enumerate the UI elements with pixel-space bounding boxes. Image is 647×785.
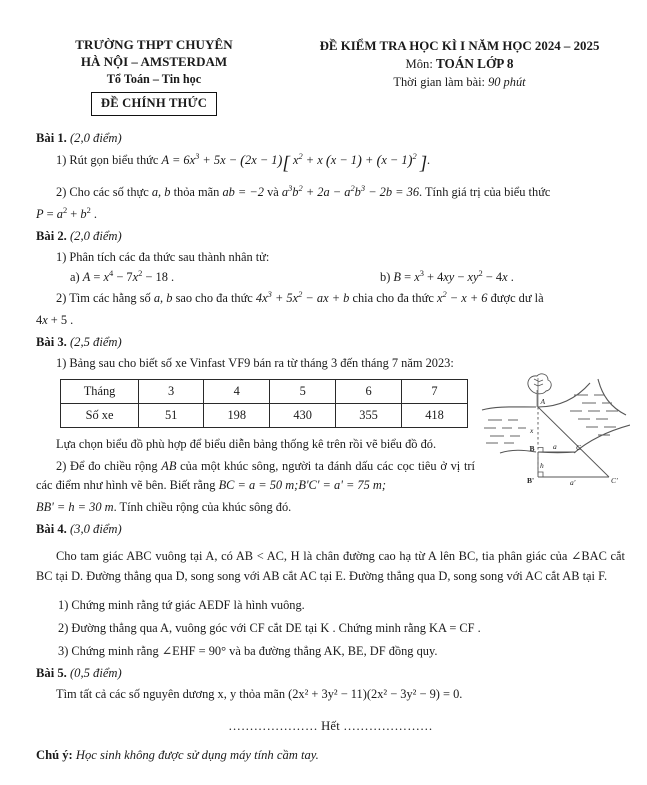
- department-name: Tổ Toán – Tin học: [106, 71, 202, 86]
- problem-1-item-1: [36, 150, 625, 179]
- subject-label: Môn:: [405, 57, 433, 72]
- duration-value: 90 phút: [488, 74, 526, 89]
- problem-3-item-2-segment: AB: [161, 459, 177, 474]
- problem-1-item-1-expression: $A = 6x^3 + 5x - (2x - 1)$[ $x^2 + x$ $(x - 1) + (x - 1)^2$ ].: [161, 150, 431, 175]
- problem-5-heading: [36, 666, 625, 681]
- table-header-count: Số xe: [61, 403, 139, 427]
- exam-note: [36, 748, 625, 763]
- table-header-month: Tháng: [61, 379, 139, 403]
- water-ripples-right: [570, 395, 618, 435]
- label-a: a: [553, 442, 557, 451]
- problem-4-item-1: 1) Chứng minh rằng tứ giác AEDF là hình vuông.: [58, 597, 305, 612]
- label-a-prime: a': [570, 478, 576, 487]
- problem-1-points: (2,0 điểm): [69, 131, 122, 146]
- exam-title: ĐỀ KIỂM TRA HỌC KÌ I NĂM HỌC 2024 – 2025: [319, 39, 600, 53]
- problem-3-item-2-tail: [36, 498, 625, 517]
- problem-1-item-2-and: và: [267, 184, 279, 199]
- table-cell-count-2: 430: [270, 403, 336, 427]
- problem-1-item-2-vars: a, b: [151, 184, 171, 199]
- label-B: B: [529, 444, 535, 453]
- problem-3-item-2-given-1: BC = a = 50 m;: [218, 477, 299, 492]
- label-C: C: [576, 443, 582, 452]
- problem-5-points: (0,5 điểm): [69, 665, 122, 680]
- official-exam-badge: ĐỀ CHÍNH THỨC: [91, 92, 217, 116]
- subject-row: [290, 55, 629, 74]
- problem-4-points: (3,0 điểm): [69, 521, 122, 536]
- end-of-exam-marker: ………………… Hết …………………: [228, 719, 433, 734]
- problem-2-item-2-poly-1: $4x^3 + 5x^2$ − ax + b: [255, 288, 350, 305]
- duration-label: Thời gian làm bài:: [393, 74, 485, 89]
- problem-1-item-2: [36, 183, 625, 202]
- table-cell-month-2: 5: [270, 379, 336, 403]
- school-name-line1: TRƯỜNG THPT CHUYÊN: [75, 37, 233, 52]
- problem-2-item-2-text-d: được dư là: [490, 290, 544, 305]
- problem-5-item-1: Tìm tất cả các số nguyên dương x, y thỏa mãn (2x² + 3y² − 11)(2x² − 3y² − 9) = 0.: [56, 686, 463, 701]
- problem-1-item-1-prefix: 1) Rút gọn biểu thức: [56, 153, 159, 168]
- vf9-sales-table: [60, 379, 468, 428]
- table-cell-count-1: 198: [204, 403, 270, 427]
- problem-3-item-2-text-a: 2) Để đo chiều rộng: [56, 459, 158, 474]
- problem-3-heading: [36, 335, 625, 350]
- problem-2-item-2-text-a: 2) Tìm các hằng số: [56, 290, 151, 305]
- problem-3-item-2-text-b: của một khúc sông, người ta đánh dấu các cọc tiêu ở vị trí các điểm như hình vẽ bên. Biết rằng: [36, 459, 475, 492]
- label-C-prime: C': [611, 476, 618, 485]
- problem-4-intro: Cho tam giác ABC vuông tại A, có AB < AC, H là chân đường cao hạ từ A lên BC, tia phân giác của ∠BAC cắt BC tại D. Đường thẳng qua D, song song với AB cắt AC tại E. Đường thẳng qua D, song song với AC cắt AB tại F.: [36, 548, 625, 584]
- problem-2-item-2-vars: a, b: [153, 290, 173, 305]
- problem-2-title: Bài 2.: [36, 229, 67, 244]
- problem-2-item-2-remainder: 4x + 5 .: [36, 313, 74, 328]
- problem-2-subitems: [36, 267, 625, 285]
- subject-value: TOÁN LỚP 8: [436, 56, 514, 72]
- problem-3-points: (2,5 điểm): [69, 334, 122, 349]
- problem-3-item-1: 1) Bảng sau cho biết số xe Vinfast VF9 bán ra từ tháng 3 đến tháng 7 năm 2023:: [56, 355, 454, 370]
- problem-2-item-2-poly-2: $x^2 - x + 6$: [436, 288, 488, 305]
- problem-3-item-2-given-2: B'C' = a' = 75 m;: [298, 477, 387, 492]
- water-ripples-left: [484, 420, 526, 443]
- problem-2-item-2-text-c: chia cho đa thức: [352, 290, 434, 305]
- document-header: [0, 0, 647, 116]
- label-x: x: [530, 426, 534, 435]
- problem-2-item-1: 1) Phân tích các đa thức sau thành nhân tử:: [56, 250, 270, 265]
- duration-row: [290, 74, 629, 91]
- exam-note-label: Chú ý:: [36, 748, 73, 763]
- problem-4-item-2: 2) Đường thẳng qua A, vuông góc với CF cắt DE tại K . Chứng minh rằng KA = CF .: [58, 620, 481, 635]
- river-measurement-diagram: [478, 373, 630, 491]
- table-cell-count-3: 355: [336, 403, 402, 427]
- problem-1-heading: [36, 131, 625, 146]
- problem-3-item-1-followup: Lựa chọn biểu đồ phù hợp để biểu diễn bảng thống kê trên rồi vẽ biểu đồ đó.: [56, 436, 437, 451]
- table-cell-month-0: 3: [139, 379, 204, 403]
- problem-2-item-1b: b) $B = x^3 + 4xy - xy^2 - 4x$ .: [380, 267, 514, 284]
- table-cell-count-0: 51: [139, 403, 204, 427]
- problem-1-item-2-text-c: . Tính giá trị của biểu thức: [419, 184, 551, 199]
- problem-3-item-2-text-c: . Tính chiều rộng của khúc sông đó.: [113, 500, 292, 515]
- exam-info-block: [290, 36, 629, 116]
- exam-note-text: Học sinh không được sử dụng máy tính cầm tay.: [75, 748, 319, 763]
- problem-3-title: Bài 3.: [36, 334, 67, 349]
- table-cell-count-4: 418: [402, 403, 468, 427]
- problem-1-title: Bài 1.: [36, 131, 67, 146]
- problem-3-item-2-given-3: BB' = h = 30 m: [36, 500, 114, 515]
- school-name-line2: HÀ NỘI – AMSTERDAM: [80, 54, 228, 70]
- table-row-months: [61, 379, 468, 403]
- table-cell-month-1: 4: [204, 379, 270, 403]
- problem-1-item-2-eq-3: $P = a^2 + b^2$ .: [36, 205, 97, 222]
- problem-1-item-2-eq-1: ab = −2: [222, 184, 264, 199]
- problem-2-points: (2,0 điểm): [69, 229, 122, 244]
- problem-1-item-2-text-a: 2) Cho các số thực: [56, 184, 149, 199]
- problem-4-title: Bài 4.: [36, 521, 67, 536]
- label-h: h: [540, 461, 544, 470]
- label-A: A: [540, 397, 546, 406]
- problem-5-title: Bài 5.: [36, 665, 67, 680]
- problem-4-item-3: 3) Chứng minh rằng ∠EHF = 90° và ba đường thẳng AK, BE, DF đồng quy.: [58, 644, 438, 659]
- problem-1-item-2-eq-2: $a^3b^2 + 2a - a^2b^3 - 2b = 36$: [281, 182, 420, 199]
- problem-4-heading: [36, 522, 625, 537]
- table-row-counts: [61, 403, 468, 427]
- problem-2-item-1a: a) $A = x^4 - 7x^2 - 18$ .: [70, 267, 175, 284]
- table-cell-month-3: 6: [336, 379, 402, 403]
- problem-2-item-2: [36, 289, 625, 308]
- label-B-prime: B': [527, 476, 535, 485]
- table-cell-month-4: 7: [402, 379, 468, 403]
- problem-2-item-2-text-b: sao cho đa thức: [175, 290, 253, 305]
- school-block: [18, 36, 290, 116]
- problem-2-heading: [36, 229, 625, 244]
- problem-1-item-2-text-b: thỏa mãn: [173, 184, 220, 199]
